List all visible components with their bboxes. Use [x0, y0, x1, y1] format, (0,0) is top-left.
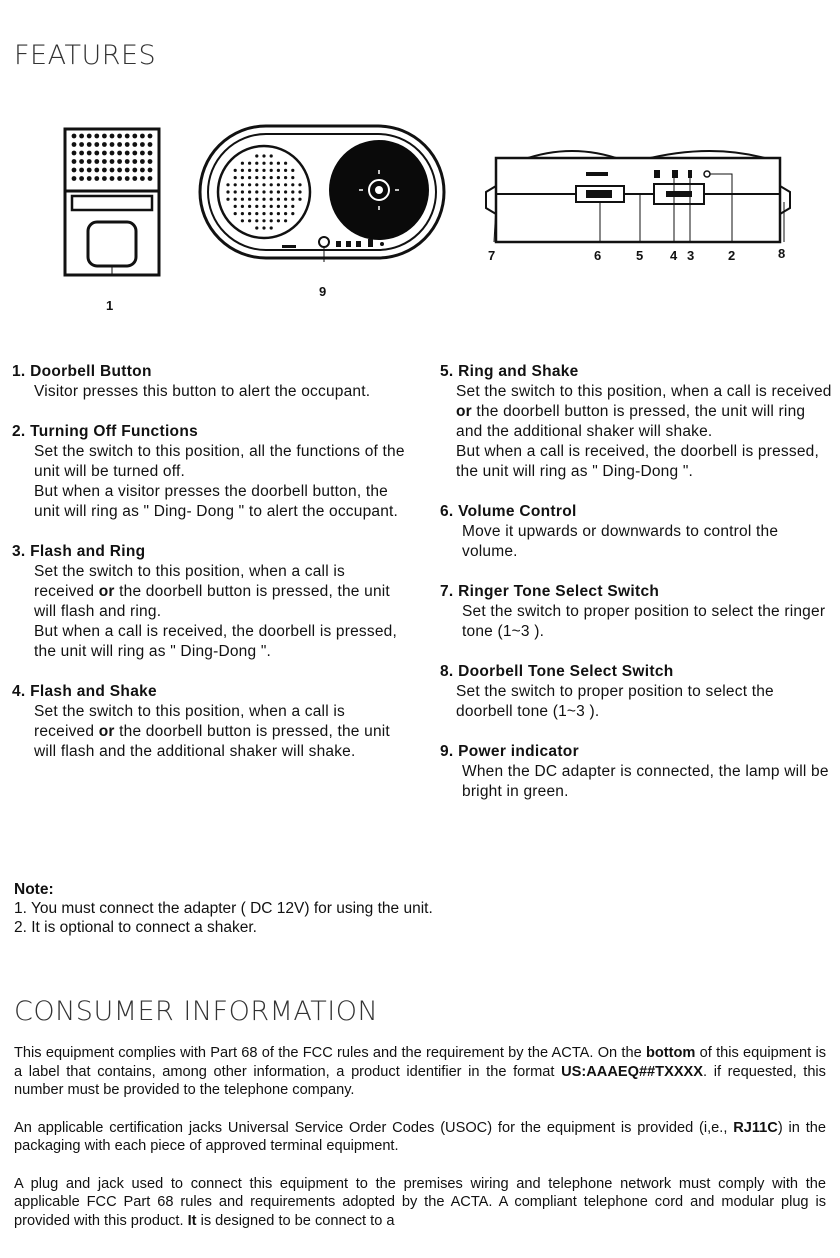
- paragraph: A plug and jack used to connect this equipment to the premises wiring and telephone network must comply with the applicable FCC Part 68 rules and requirements adopted by the ACTA. A compliant telephone cord and modular plug is provided with this product. It is designed to be connect to a: [14, 1175, 826, 1229]
- feature-item: [12, 362, 407, 402]
- callout-9: 9: [319, 284, 327, 299]
- callout-3: 3: [687, 248, 695, 263]
- feature-title: 6. Volume Control: [440, 503, 577, 520]
- feature-title: 4. Flash and Shake: [12, 683, 157, 700]
- feature-title: 9. Power indicator: [440, 743, 579, 760]
- main-unit-side-illustration: [482, 146, 794, 256]
- feature-text: Set the switch to this position, when a call is received or the doorbell button is pressed, the unit will flash and the additional shaker will shake.: [34, 703, 390, 760]
- feature-item: [440, 742, 835, 802]
- feature-title: 8. Doorbell Tone Select Switch: [440, 663, 674, 680]
- features-heading: FEATURES: [14, 40, 157, 71]
- feature-text: Move it upwards or downwards to control the volume.: [462, 523, 779, 560]
- feature-title: 5. Ring and Shake: [440, 363, 579, 380]
- features-list-right: [440, 362, 835, 822]
- feature-item: [440, 362, 835, 482]
- note-section: [14, 880, 433, 937]
- feature-title: 2. Turning Off Functions: [12, 423, 199, 440]
- callout-6: 6: [594, 248, 602, 263]
- feature-text: Set the switch to this position, when a call is received or the doorbell button is pressed, the unit will ring and the additional shaker will shake.: [456, 383, 832, 440]
- callout-8: 8: [778, 246, 786, 261]
- callout-7: 7: [488, 248, 496, 263]
- consumer-information-text: [14, 1044, 826, 1249]
- main-unit-front-illustration: [196, 122, 448, 262]
- feature-title: 7. Ringer Tone Select Switch: [440, 583, 660, 600]
- feature-item: [440, 662, 835, 722]
- feature-item: [12, 542, 407, 662]
- features-list-left: [12, 362, 407, 782]
- feature-text: But when a call is received, the doorbell is pressed, the unit will ring as " Ding-Dong ".: [34, 623, 397, 660]
- feature-text: Set the switch to proper position to select the ringer tone (1~3 ).: [462, 603, 826, 640]
- feature-item: [12, 422, 407, 522]
- note-item: 1. You must connect the adapter ( DC 12V) for using the unit.: [14, 900, 433, 917]
- feature-text: Set the switch to this position, when a call is received or the doorbell button is pressed, the unit will flash and ring.: [34, 563, 390, 620]
- feature-text: Visitor presses this button to alert the occupant.: [34, 383, 371, 400]
- consumer-information-heading: CONSUMER INFORMATION: [14, 996, 379, 1027]
- feature-text: Set the switch to this position, all the functions of the unit will be turned off.: [34, 443, 405, 480]
- feature-title: 1. Doorbell Button: [12, 363, 152, 380]
- callout-5: 5: [636, 248, 644, 263]
- feature-item: [440, 502, 835, 562]
- callout-2: 2: [728, 248, 736, 263]
- feature-item: [12, 682, 407, 762]
- feature-text: When the DC adapter is connected, the lamp will be bright in green.: [462, 763, 829, 800]
- paragraph: An applicable certification jacks Universal Service Order Codes (USOC) for the equipment is provided (i,e., RJ11C) in the packaging with each piece of approved terminal equipment.: [14, 1119, 826, 1154]
- feature-text: But when a visitor presses the doorbell button, the unit will ring as " Ding- Dong " to alert the occupant.: [34, 483, 399, 520]
- doorbell-button-illustration: [62, 126, 162, 278]
- note-item: 2. It is optional to connect a shaker.: [14, 919, 257, 936]
- feature-item: [440, 582, 835, 642]
- feature-text: But when a call is received, the doorbell is pressed, the unit will ring as " Ding-Dong ".: [456, 443, 819, 480]
- feature-text: Set the switch to proper position to select the doorbell tone (1~3 ).: [456, 683, 774, 720]
- callout-4: 4: [670, 248, 678, 263]
- callout-1: 1: [106, 298, 114, 313]
- feature-title: 3. Flash and Ring: [12, 543, 146, 560]
- note-title: Note:: [14, 881, 54, 898]
- paragraph: This equipment complies with Part 68 of the FCC rules and the requirement by the ACTA. On the bottom of this equipment is a label that contains, among other information, a product identifier in the format US:AAAEQ##TXXXX. if requested, this number must be provided to the telephone company.: [14, 1045, 826, 1098]
